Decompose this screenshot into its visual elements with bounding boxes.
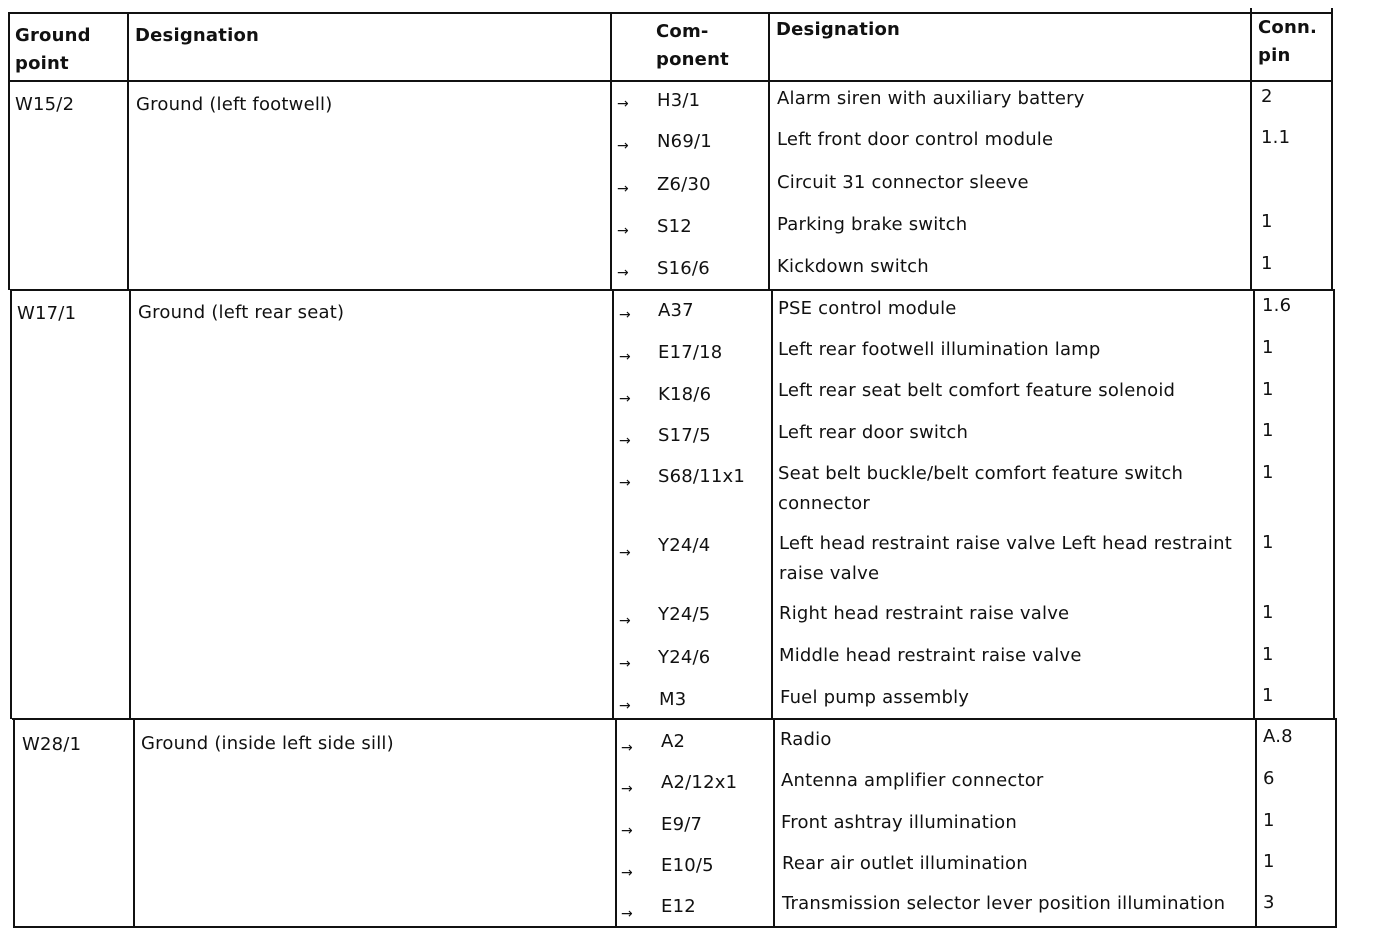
ground-point-code: W28/1	[22, 734, 82, 755]
component-code: Y24/6	[658, 647, 711, 668]
col-line-pin	[1253, 289, 1255, 719]
conn-pin: 1	[1263, 810, 1275, 831]
header-ground-point-line2: point	[15, 53, 69, 74]
component-code: E10/5	[661, 855, 714, 876]
arrow-icon: →	[621, 865, 633, 881]
conn-pin: 1	[1261, 211, 1273, 232]
conn-pin: 6	[1263, 768, 1275, 789]
conn-pin: 1	[1262, 685, 1274, 706]
header-ground-point-line1: Ground	[15, 25, 91, 46]
conn-pin: 1	[1261, 253, 1273, 274]
component-designation: Seat belt buckle/belt comfort feature switch connector	[778, 463, 1184, 514]
arrow-icon: →	[619, 433, 631, 449]
col-line-designation	[133, 718, 135, 928]
arrow-icon: →	[617, 96, 629, 112]
col-line-component	[610, 12, 612, 290]
component-designation: PSE control module	[778, 298, 957, 319]
component-designation: Rear air outlet illumination	[782, 853, 1028, 874]
header-designation: Designation	[135, 25, 260, 46]
col-line-designation2	[768, 12, 770, 290]
component-designation: Middle head restraint raise valve	[779, 645, 1082, 666]
component-designation: Transmission selector lever position illumination	[782, 893, 1226, 914]
component-code: E17/18	[658, 342, 723, 363]
arrow-icon: →	[621, 781, 633, 797]
ground-point-code: W17/1	[17, 303, 77, 324]
conn-pin: 1	[1262, 420, 1274, 441]
component-code: Y24/4	[658, 535, 711, 556]
component-code: S16/6	[657, 258, 710, 279]
header-designation-2: Designation	[776, 19, 901, 40]
component-code: A2	[661, 731, 686, 752]
component-designation: Circuit 31 connector sleeve	[777, 172, 1029, 193]
component-code: A2/12x1	[661, 772, 738, 793]
arrow-icon: →	[619, 698, 631, 714]
arrow-icon: →	[617, 138, 629, 154]
component-designation: Left rear seat belt comfort feature solenoid	[778, 380, 1176, 401]
conn-pin: 2	[1261, 86, 1273, 107]
col-line-designation2	[771, 289, 773, 719]
conn-pin: 1.1	[1261, 127, 1291, 148]
table-bottom-border	[14, 926, 1336, 928]
component-code: M3	[659, 689, 687, 710]
component-designation: Left rear door switch	[778, 422, 969, 443]
component-code: S68/11x1	[658, 466, 746, 487]
component-code: S17/5	[658, 425, 711, 446]
arrow-icon: →	[619, 545, 631, 561]
component-code: A37	[658, 300, 694, 321]
header-conn-pin-line2: pin	[1258, 45, 1291, 66]
col-line-component	[615, 718, 617, 928]
col-line-right	[1335, 718, 1337, 928]
conn-pin: 3	[1263, 892, 1275, 913]
arrow-icon: →	[619, 391, 631, 407]
col-line-right	[1333, 289, 1335, 719]
header-component-line1: Com-	[656, 21, 709, 42]
col-line-left	[10, 289, 12, 719]
table-top-border	[8, 12, 1333, 14]
component-designation: Kickdown switch	[777, 256, 929, 277]
arrow-icon: →	[617, 223, 629, 239]
component-designation: Front ashtray illumination	[781, 812, 1017, 833]
component-designation: Radio	[780, 729, 832, 750]
arrow-icon: →	[621, 906, 633, 922]
component-designation: Parking brake switch	[777, 214, 968, 235]
header-conn-pin-line1: Conn.	[1258, 17, 1318, 38]
conn-pin: 1	[1263, 851, 1275, 872]
col-line-left	[8, 12, 10, 290]
arrow-icon: →	[619, 307, 631, 323]
col-line-left	[13, 718, 15, 928]
col-line-designation2	[773, 718, 775, 928]
component-designation: Antenna amplifier connector	[781, 770, 1044, 791]
conn-pin: 1	[1262, 337, 1274, 358]
conn-pin: 1	[1262, 532, 1274, 553]
component-designation: Alarm siren with auxiliary battery	[777, 88, 1085, 109]
col-line-pin	[1255, 718, 1257, 928]
group-divider-1	[10, 289, 1335, 291]
component-designation: Left rear footwell illumination lamp	[778, 339, 1101, 360]
arrow-icon: →	[619, 475, 631, 491]
arrow-icon: →	[621, 823, 633, 839]
arrow-icon: →	[617, 181, 629, 197]
group-divider-2	[12, 718, 1336, 720]
arrow-icon: →	[617, 265, 629, 281]
component-code: Z6/30	[657, 174, 711, 195]
ground-point-designation: Ground (left rear seat)	[138, 302, 345, 323]
col-line-designation	[129, 289, 131, 719]
arrow-icon: →	[619, 613, 631, 629]
component-code: Y24/5	[658, 604, 711, 625]
component-designation: Left head restraint raise valve Left head restraint raise valve	[779, 533, 1232, 584]
arrow-icon: →	[619, 349, 631, 365]
ground-point-code: W15/2	[15, 94, 75, 115]
component-designation: Left front door control module	[777, 129, 1054, 150]
component-code: S12	[657, 216, 692, 237]
conn-pin: 1	[1262, 602, 1274, 623]
arrow-icon: →	[619, 656, 631, 672]
component-designation: Fuel pump assembly	[780, 687, 970, 708]
component-designation: Right head restraint raise valve	[779, 603, 1070, 624]
col-line-right	[1331, 8, 1333, 290]
component-code: E9/7	[661, 814, 703, 835]
conn-pin: 1	[1262, 379, 1274, 400]
component-code: E12	[661, 896, 696, 917]
component-code: N69/1	[657, 131, 712, 152]
component-code: K18/6	[658, 384, 712, 405]
header-component-line2: ponent	[656, 49, 729, 70]
conn-pin: 1	[1262, 462, 1274, 483]
col-line-component	[612, 289, 614, 719]
arrow-icon: →	[621, 740, 633, 756]
col-line-pin	[1250, 8, 1252, 290]
header-bottom-border	[8, 80, 1333, 82]
component-code: H3/1	[657, 90, 701, 111]
ground-point-designation: Ground (inside left side sill)	[141, 733, 394, 754]
col-line-designation	[127, 12, 129, 290]
conn-pin: 1.6	[1262, 295, 1292, 316]
conn-pin: A.8	[1263, 726, 1293, 747]
conn-pin: 1	[1262, 644, 1274, 665]
ground-point-designation: Ground (left footwell)	[136, 94, 333, 115]
